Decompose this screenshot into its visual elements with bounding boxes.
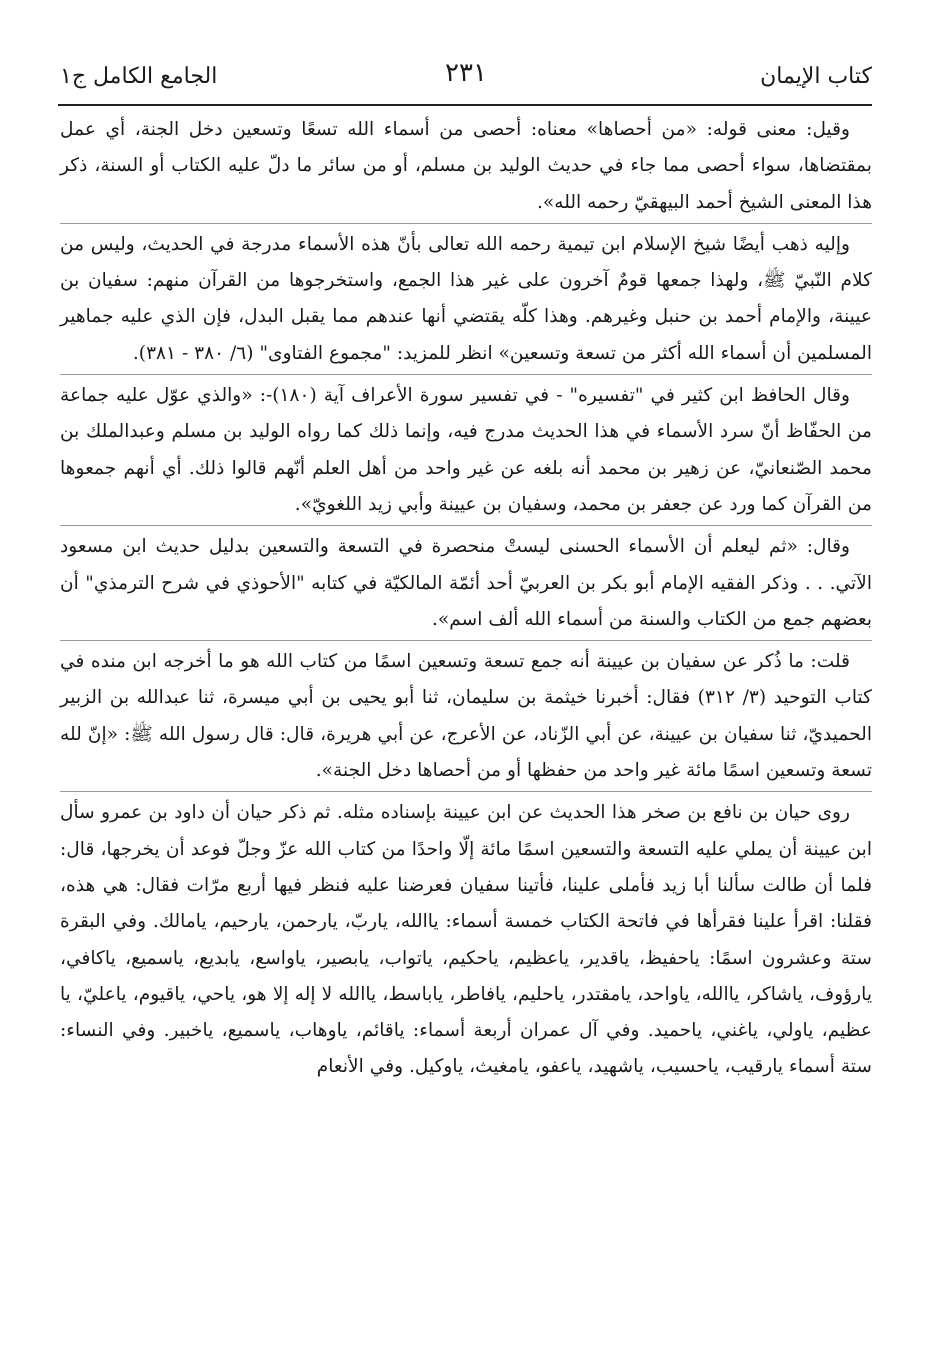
paragraph: روى حيان بن نافع بن صخر هذا الحديث عن ابن عيينة بإسناده مثله. ثم ذكر حيان أن داود بن عمرو سأل ابن عيينة أن يملي عليه التسعة والتسعين اسمًا مائة إلّا واحدًا من كتاب الله عزّ وجلّ فوعد أن يخرجها، قال: فلما أن طالت سألنا أبا زيد فأملى علينا، فأتينا سفيان فعرضنا عليه فنظر فيها أربع مرّات فقال: هي هذه، فقلنا: اقرأ علينا فقرأها في فاتحة الكتاب خمسة أسماء: ياالله، ياربّ، يارحمن، يارحيم، يامالك. وفي البقرة ستة وعشرون اسمًا: ياحفيظ، ياقدير، ياعظيم، ياحكيم، ياتواب، يابصير، ياواسع، يابديع، ياسميع، ياكافي، يارؤوف، ياشاكر، ياالله، ياواحد، يامقتدر، ياحليم، يافاطر، ياباسط، ياالله لا إله إلا هو، ياحي، ياقيوم، ياعليّ، يا عظيم، ياولي، ياغني، ياحميد. وفي آل عمران أربعة أسماء: ياقائم، ياوهاب، ياسميع، ياخبير. وفي النساء: ستة أسماء يارقيب، ياحسيب، ياشهيد، ياعفو، يامغيث، ياوكيل. وفي الأنعام: [60, 802, 872, 1078]
paragraph: وقال الحافظ ابن كثير في "تفسيره" - في تفسير سورة الأعراف آية (١٨٠)-: «والذي عوّل عليه جماعة من الحفّاظ أنّ سرد الأسماء في هذا الحديث مدرج فيه، وإنما ذلك كما رواه الوليد بن مسلم وعبدالملك بن محمد الصّنعانيّ، عن زهير بن محمد أنه بلغه عن غير واحد من أهل العلم أنّهم قالوا ذلك. أي أنهم جمعوها من القرآن كما ورد عن جعفر بن محمد، وسفيان بن عيينة وأبي زيد اللغويّ».: [60, 385, 872, 515]
book-title: كتاب الإيمان: [760, 64, 872, 89]
volume-title: الجامع الكامل ج١: [60, 64, 218, 89]
paragraph-divider: [60, 525, 872, 526]
page-number: ٢٣١: [445, 58, 487, 88]
paragraph-divider: [60, 640, 872, 641]
paragraph-divider: [60, 223, 872, 224]
header-rule: [58, 104, 872, 106]
page-body: [60, 112, 872, 1348]
paragraph: وإليه ذهب أيضًا شيخ الإسلام ابن تيمية رحمه الله تعالى بأنّ هذه الأسماء مدرجة في الحديث، وليس من كلام النّبيّ ﷺ، ولهذا جمعها قومٌ آخرون على غير هذا الجمع، واستخرجوها من القرآن منهم: سفيان بن عيينة، والإمام أحمد بن حنبل وغيرهم. وهذا كلّه يقتضي أنها عندهم مما يقبل البدل، فإن الذي عليه جماهير المسلمين أن أسماء الله أكثر من تسعة وتسعين» انظر للمزيد: "مجموع الفتاوى" (٦/ ٣٨٠ - ٣٨١).: [60, 233, 872, 364]
paragraph: قلت: ما ذُكر عن سفيان بن عيينة أنه جمع تسعة وتسعين اسمًا من كتاب الله هو ما أخرجه ابن منده في كتاب التوحيد (٣/ ٣١٢) فقال: أخبرنا خيثمة بن سليمان، ثنا أبو يحيى بن أبي ميسرة، ثنا عبدالله بن الزبير الحميديّ، ثنا سفيان بن عيينة، عن أبي الزّناد، عن الأعرج، عن أبي هريرة، قال: قال رسول الله ﷺ: «إنّ لله تسعة وتسعين اسمًا مائة غير واحد من حفظها أو من أحصاها دخل الجنة».: [60, 651, 872, 782]
running-header: [60, 58, 872, 102]
paragraph-divider: [60, 791, 872, 792]
paragraph: وقيل: معنى قوله: «من أحصاها» معناه: أحصى من أسماء الله تسعًا وتسعين دخل الجنة، أي عمل بمقتضاها، سواء أحصى مما جاء في حديث الوليد بن مسلم، أو من سائر ما دلّ عليه الكتاب أو السنة، ذكر هذا المعنى الشيخ أحمد البيهقيّ رحمه الله».: [60, 119, 872, 213]
paragraph-divider: [60, 374, 872, 375]
paragraph: وقال: «ثم ليعلم أن الأسماء الحسنى ليستْ منحصرة في التسعة والتسعين بدليل حديث ابن مسعود الآتي. . . وذكر الفقيه الإمام أبو بكر بن العربيّ أحد أئمّة المالكيّة في كتابه "الأحوذي في شرح الترمذي" أن بعضهم جمع من الكتاب والسنة من أسماء الله ألف اسم».: [60, 536, 872, 630]
